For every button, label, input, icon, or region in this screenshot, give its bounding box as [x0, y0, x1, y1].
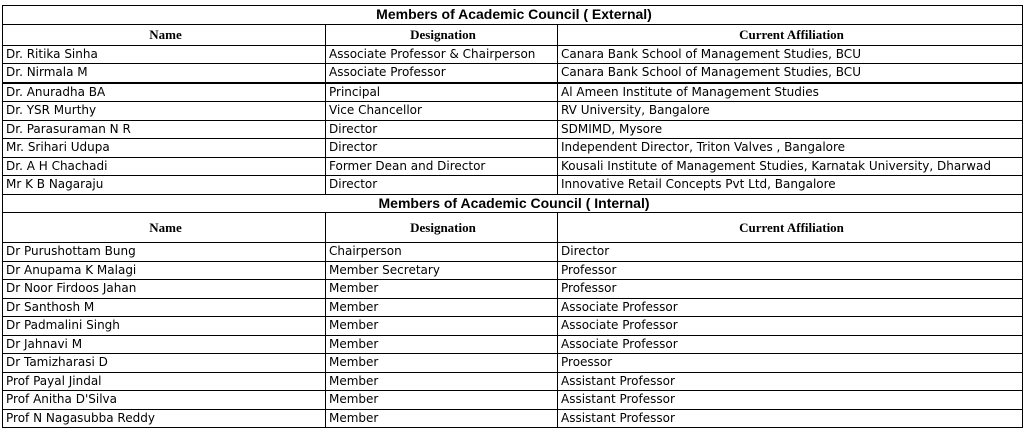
internal-col-name-header: Name — [3, 213, 326, 243]
external-member-row — [3, 139, 1023, 158]
member-name: Dr Jahnavi M — [3, 335, 326, 354]
internal-member-row — [3, 335, 1023, 354]
member-designation: Member — [326, 298, 558, 317]
member-affiliation: RV University, Bangalore — [558, 102, 1023, 121]
member-affiliation: Professor — [558, 280, 1023, 299]
member-name: Dr Santhosh M — [3, 298, 326, 317]
internal-member-row — [3, 409, 1023, 428]
external-col-name-header: Name — [3, 24, 326, 45]
member-designation: Associate Professor & Chairperson — [326, 45, 558, 64]
member-affiliation: Assistant Professor — [558, 391, 1023, 410]
internal-member-row — [3, 317, 1023, 336]
member-affiliation: Canara Bank School of Management Studies, BCU — [558, 45, 1023, 64]
member-designation: Member Secretary — [326, 261, 558, 280]
member-name: Dr. A H Chachadi — [3, 157, 326, 176]
internal-member-row — [3, 354, 1023, 373]
member-name: Dr Tamizharasi D — [3, 354, 326, 373]
member-name: Prof Payal Jindal — [3, 372, 326, 391]
member-designation: Member — [326, 354, 558, 373]
member-designation: Former Dean and Director — [326, 157, 558, 176]
member-designation: Principal — [326, 83, 558, 102]
member-affiliation: Al Ameen Institute of Management Studies — [558, 83, 1023, 102]
member-affiliation: Professor — [558, 261, 1023, 280]
member-name: Dr Anupama K Malagi — [3, 261, 326, 280]
member-name: Dr. Nirmala M — [3, 64, 326, 83]
external-member-row — [3, 120, 1023, 139]
external-section-title-row — [3, 6, 1023, 25]
member-designation: Member — [326, 409, 558, 428]
external-member-row — [3, 83, 1023, 102]
academic-council-sheet — [2, 5, 1022, 428]
member-designation: Chairperson — [326, 243, 558, 262]
external-member-row — [3, 157, 1023, 176]
member-designation: Member — [326, 372, 558, 391]
member-name: Prof Anitha D'Silva — [3, 391, 326, 410]
member-name: Dr Purushottam Bung — [3, 243, 326, 262]
external-member-row — [3, 45, 1023, 64]
member-affiliation: Associate Professor — [558, 317, 1023, 336]
academic-council-table — [2, 5, 1023, 428]
external-member-row — [3, 64, 1023, 83]
internal-member-row — [3, 391, 1023, 410]
member-name: Mr. Srihari Udupa — [3, 139, 326, 158]
internal-member-row — [3, 280, 1023, 299]
member-designation: Member — [326, 317, 558, 336]
member-designation: Director — [326, 176, 558, 195]
member-affiliation: Innovative Retail Concepts Pvt Ltd, Bangalore — [558, 176, 1023, 195]
member-affiliation: Proessor — [558, 354, 1023, 373]
member-affiliation: Assistant Professor — [558, 372, 1023, 391]
member-name: Dr. YSR Murthy — [3, 102, 326, 121]
member-name: Mr K B Nagaraju — [3, 176, 326, 195]
external-section-title: Members of Academic Council ( External) — [3, 6, 1023, 25]
member-affiliation: Associate Professor — [558, 298, 1023, 317]
internal-member-row — [3, 372, 1023, 391]
member-name: Dr. Ritika Sinha — [3, 45, 326, 64]
external-col-affiliation-header: Current Affiliation — [558, 24, 1023, 45]
member-name: Prof N Nagasubba Reddy — [3, 409, 326, 428]
internal-col-affiliation-header: Current Affiliation — [558, 213, 1023, 243]
member-affiliation: SDMIMD, Mysore — [558, 120, 1023, 139]
member-affiliation: Assistant Professor — [558, 409, 1023, 428]
external-header-row — [3, 24, 1023, 45]
member-affiliation: Associate Professor — [558, 335, 1023, 354]
member-designation: Member — [326, 335, 558, 354]
member-name: Dr. Anuradha BA — [3, 83, 326, 102]
member-designation: Associate Professor — [326, 64, 558, 83]
internal-header-row — [3, 213, 1023, 243]
internal-member-row — [3, 298, 1023, 317]
member-name: Dr Noor Firdoos Jahan — [3, 280, 326, 299]
internal-member-row — [3, 243, 1023, 262]
external-member-row — [3, 176, 1023, 195]
member-affiliation: Director — [558, 243, 1023, 262]
member-name: Dr Padmalini Singh — [3, 317, 326, 336]
member-affiliation: Kousali Institute of Management Studies, Karnatak University, Dharwad — [558, 157, 1023, 176]
member-affiliation: Independent Director, Triton Valves , Bangalore — [558, 139, 1023, 158]
internal-member-row — [3, 261, 1023, 280]
member-designation: Vice Chancellor — [326, 102, 558, 121]
member-designation: Member — [326, 280, 558, 299]
external-member-row — [3, 102, 1023, 121]
member-affiliation: Canara Bank School of Management Studies, BCU — [558, 64, 1023, 83]
member-designation: Member — [326, 391, 558, 410]
member-name: Dr. Parasuraman N R — [3, 120, 326, 139]
external-col-designation-header: Designation — [326, 24, 558, 45]
member-designation: Director — [326, 139, 558, 158]
member-designation: Director — [326, 120, 558, 139]
internal-section-title: Members of Academic Council ( Internal) — [3, 194, 1023, 213]
internal-col-designation-header: Designation — [326, 213, 558, 243]
internal-section-title-row — [3, 194, 1023, 213]
